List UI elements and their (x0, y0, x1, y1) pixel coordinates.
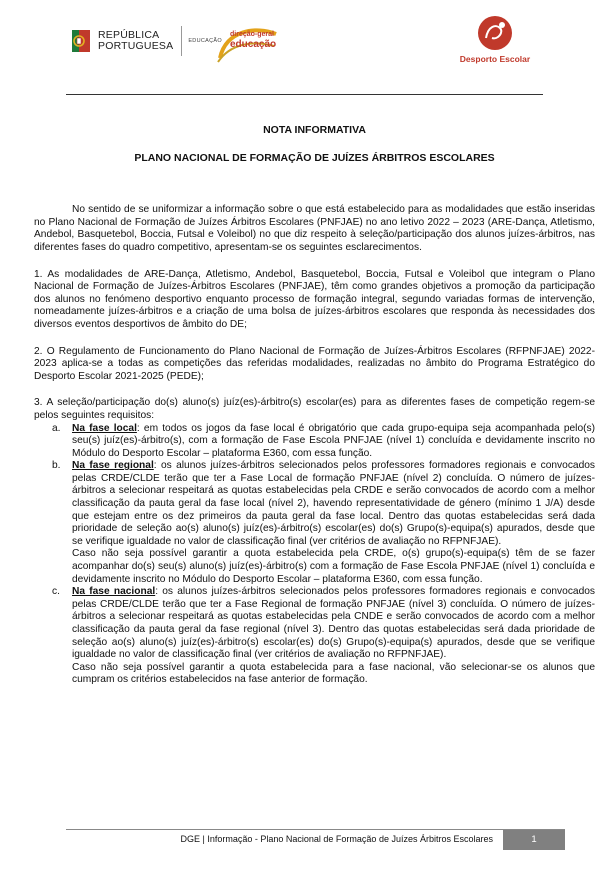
document-title: NOTA INFORMATIVA (263, 124, 366, 136)
item-extra-text: Caso não seja possível garantir a quota estabelecida para a fase nacional, vão selecionar-se os alunos que cumpram os critérios estabelecidos na fase anterior de formação. (72, 661, 595, 686)
republica-line2: PORTUGUESA (98, 40, 174, 52)
ministry-label: EDUCAÇÃO (188, 38, 222, 44)
item-text: : os alunos juízes-árbitros selecionados pelos professores formadores regionais e convocados pelas CRDE/CLDE terão que ter a Fase Local de formação PNFJAE (nível 2) concluída. O número de juízes-árbitros a selecionar respeitará as quotas estabelecidas pela CRDE e serão convocados de acordo com a melhor classificação da pauta geral da fase local (nível 2), havendo representatividade de género (mínimo 1 J/A) desde que estejam entre os dez primeiros da pauta geral da fase local. Dentro das quotas estabelecidas será dada prioridade de seleção ao(s) aluno(s) juíz(es)-árbitro(s) escolar(es) do(s) Grupo(s)-equipa(s) apurados, desde que se verifique igualdade no valor de classificação final (ver critérios de avaliação no RFPNFJAE). (72, 460, 595, 547)
list-item (34, 460, 595, 586)
logo-separator (181, 26, 182, 56)
dge-logo (216, 24, 280, 64)
point-3-paragraph: 3. A seleção/participação do(s) aluno(s) juíz(es)-árbitro(s) escolar(es) para as diferentes fases de competição regem-se pelos seguintes requisitos: (34, 397, 595, 421)
republica-line1: REPÚBLICA (98, 29, 160, 41)
list-marker: a. (52, 422, 61, 434)
republica-portuguesa-logo (72, 26, 222, 56)
footer-text: DGE | Informação - Plano Nacional de Formação de Juízes Árbitros Escolares (180, 834, 493, 844)
document-body (34, 124, 595, 687)
document-subtitle: PLANO NACIONAL DE FORMAÇÃO DE JUÍZES ÁRBITROS ESCOLARES (134, 151, 495, 164)
page-number: 1 (503, 830, 565, 850)
requirements-list (34, 423, 595, 687)
dge-line2: educação (230, 39, 277, 50)
item-text: : os alunos juízes-árbitros selecionados pelos professores formadores regionais e convocados pelas CRDE/CLDE terão que ter a Fase Regional de formação PNFJAE (nível 3) concluída. O número de juízes-árbitros a selecionar respeitará as quotas estabelecidas pela CNDE e serão convocados de acordo com a melhor classificação da pauta geral da fase regional (nível 3). Dentro das quotas estabelecidas será dada prioridade de seleção ao(s) aluno(s) juíz(es)-árbitro(s) escolar(es) do(s) Grupo(s)-equipa(s) apurados, desde que se verifique igualdade no valor de classificação final (ver critérios de avaliação no RFPNFJAE). (72, 586, 596, 661)
desporto-escolar-label: Desporto Escolar (459, 54, 531, 64)
page-footer (66, 829, 565, 850)
item-text: : em todos os jogos da fase local é obrigatório que cada grupo-equipa seja acompanhada pelo(s) seu(s) juíz(es)-árbitro(s), com a formação de Fase Escola PNFJAE (nível 1) concluída e devidamente inscrito no Módulo do Desporto Escolar – plataforma E360, com essa função. (72, 422, 595, 459)
desporto-escolar-emblem-icon (478, 16, 512, 50)
phase-term: Na fase nacional (72, 586, 156, 598)
page-header (66, 14, 543, 74)
header-divider (66, 94, 543, 95)
phase-term: Na fase local (72, 422, 137, 434)
point-2-paragraph: 2. O Regulamento de Funcionamento do Plano Nacional de Formação de Juízes-Árbitros Escolares (RFPNFJAE) 2022-2023 aplica-se a todas as competições das referidas modalidades, realizadas no âmbito do Programa Estratégico do Desporto Escolar 2021-2025 (PEDE); (34, 345, 595, 382)
intro-paragraph: No sentido de se uniformizar a informação sobre o que está estabelecido para as modalidades que estão inseridas no Plano Nacional de Formação de Juízes Árbitros Escolares (PNFJAE) no ano letivo 2022 – 2023 (ARE-Dança, Atletismo, Andebol, Basquetebol, Boccia, Futsal e Voleibol) no que diz respeito à seleção/participação dos alunos juízes-árbitros, nas diferentes fases do quadro competitivo, apresentam-se os seguintes esclarecimentos. (34, 204, 595, 253)
phase-term: Na fase regional (72, 460, 154, 472)
republica-name (98, 30, 173, 52)
list-marker: b. (52, 460, 61, 472)
list-item (34, 586, 595, 687)
dge-line1: direção-geral (230, 31, 274, 38)
portugal-emblem-icon (72, 28, 92, 54)
list-marker: c. (52, 586, 60, 598)
list-item (34, 423, 595, 461)
item-extra-text: Caso não seja possível garantir a quota estabelecida pela CRDE, o(s) grupo(s)-equipa(s) têm de se fazer acompanhar do(s) seu(s) aluno(s) juíz(es)-árbitro(s) com a formação de Fase Escola PNFJAE (nível 1) concluída e devidamente inscrito no Módulo do Desporto Escolar – plataforma E360, com essa função. (72, 548, 595, 585)
desporto-escolar-logo (455, 16, 535, 64)
point-1-paragraph: 1. As modalidades de ARE-Dança, Atletismo, Andebol, Basquetebol, Boccia, Futsal e Voleibol que integram o Plano Nacional de Formação de Juízes-Árbitros Escolares (PNFJAE), têm como grandes objetivos a promoção da participação dos alunos no fenómeno desportivo enquanto processo de formação integral, segundo variadas formas de intervenção, nomeadamente juízes-árbitros e a criação de uma bolsa de juízes-árbitros escolares que responda às necessidades dos diversos eventos desportivos de âmbito do DE; (34, 268, 595, 330)
